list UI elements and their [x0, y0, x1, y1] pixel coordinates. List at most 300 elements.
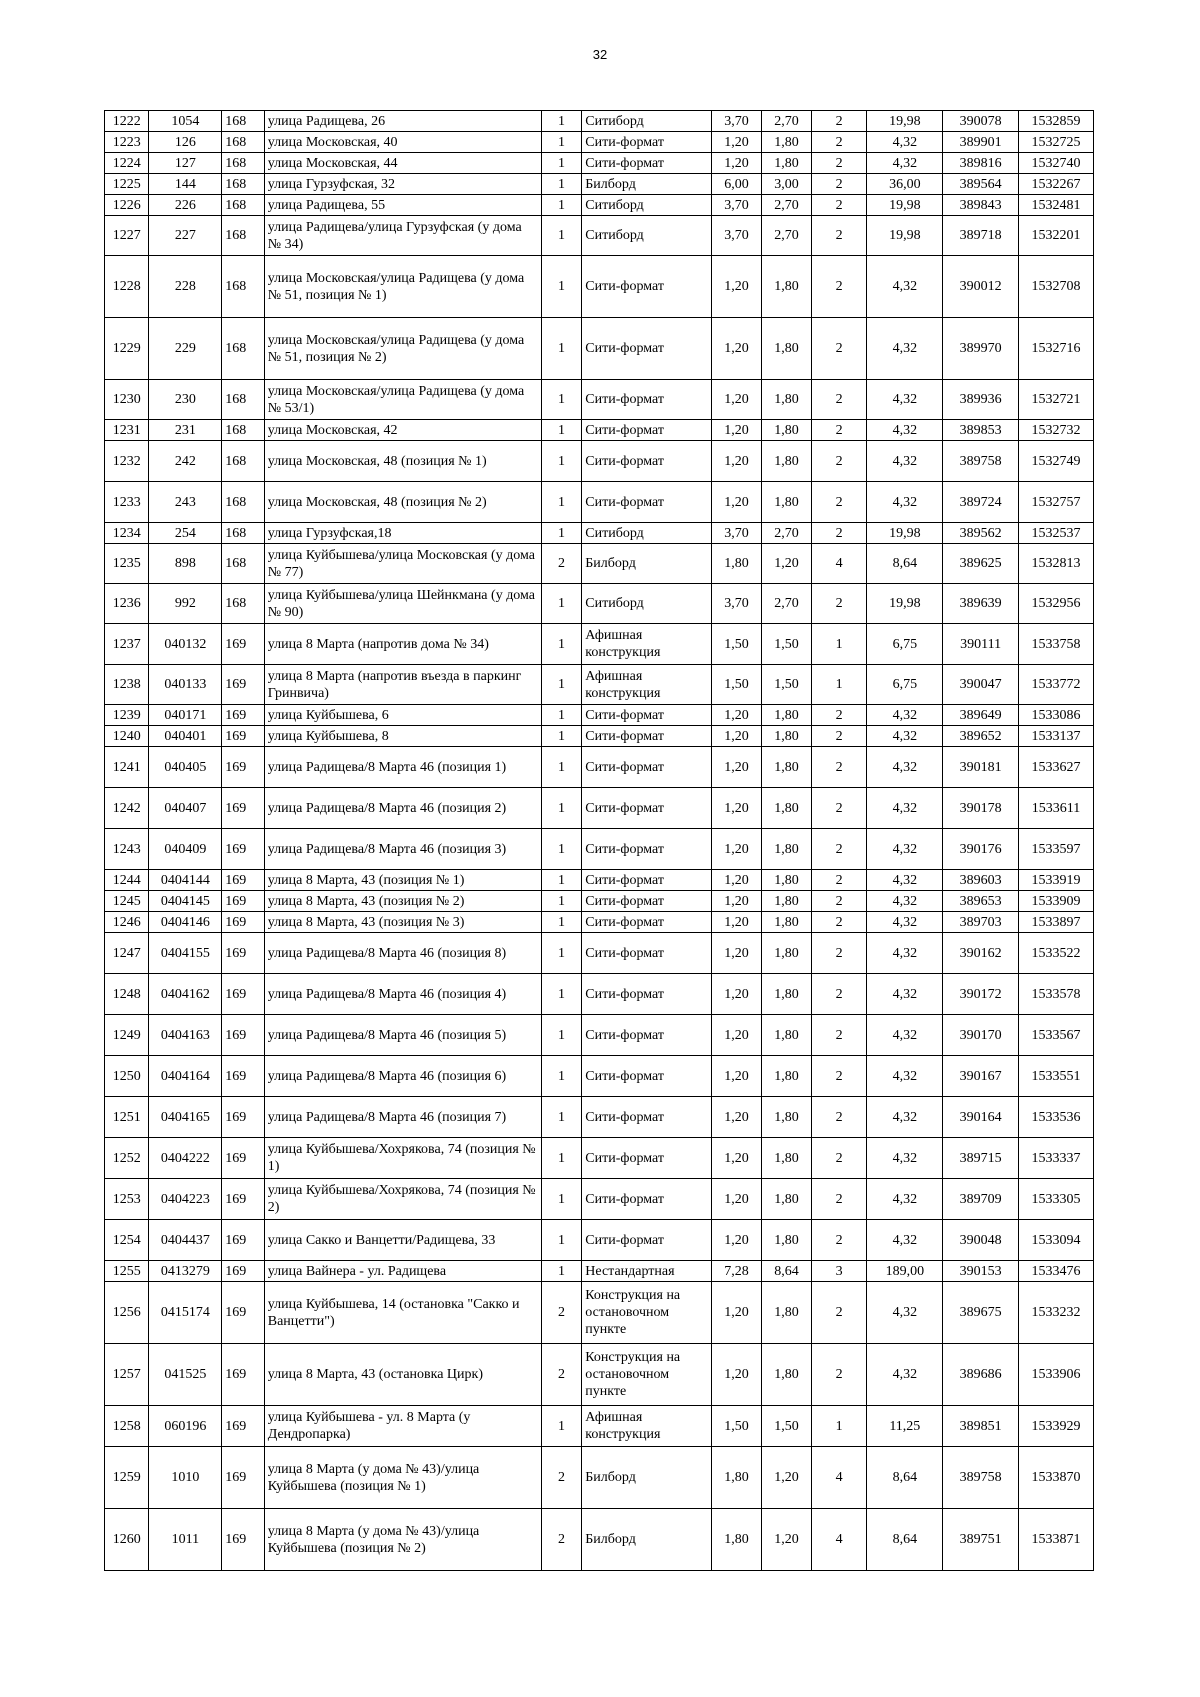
cell-width: 3,70: [711, 584, 762, 624]
cell-coord-x: 390162: [943, 933, 1019, 974]
cell-coord-x: 389718: [943, 216, 1019, 256]
cell-coord-x: 390172: [943, 974, 1019, 1015]
cell-coord-x: 390012: [943, 256, 1019, 318]
cell-coord-y: 1533476: [1019, 1261, 1094, 1282]
table-row: [105, 1138, 1094, 1179]
cell-sides: 1: [541, 1138, 581, 1179]
cell-height: 8,64: [762, 1261, 812, 1282]
cell-faces: 2: [811, 974, 867, 1015]
cell-faces: 2: [811, 1138, 867, 1179]
cell-address: улица 8 Марта (напротив въезда в паркинг Гринвича): [264, 665, 541, 705]
cell-coord-x: 390181: [943, 747, 1019, 788]
cell-sides: 1: [541, 132, 581, 153]
cell-faces: 2: [811, 829, 867, 870]
cell-width: 1,20: [711, 705, 762, 726]
cell-faces: 2: [811, 216, 867, 256]
cell-address: улица Радищева, 55: [264, 195, 541, 216]
table-row: [105, 974, 1094, 1015]
cell-type: Билборд: [582, 1509, 711, 1571]
cell-row-number: 1235: [105, 544, 149, 584]
cell-coord-x: 390170: [943, 1015, 1019, 1056]
cell-type: Сити-формат: [582, 1179, 711, 1220]
cell-faces: 2: [811, 726, 867, 747]
cell-width: 1,20: [711, 870, 762, 891]
cell-width: 1,50: [711, 1406, 762, 1447]
cell-sides: 1: [541, 111, 581, 132]
table-row: [105, 195, 1094, 216]
cell-structure-id: 040407: [149, 788, 222, 829]
cell-address: улица Московская/улица Радищева (у дома № 51, позиция № 1): [264, 256, 541, 318]
table-row: [105, 1447, 1094, 1509]
cell-width: 1,80: [711, 1509, 762, 1571]
cell-width: 1,20: [711, 256, 762, 318]
cell-structure-id: 040132: [149, 624, 222, 665]
cell-faces: 2: [811, 1056, 867, 1097]
cell-row-number: 1251: [105, 1097, 149, 1138]
cell-width: 1,20: [711, 1097, 762, 1138]
cell-faces: 2: [811, 380, 867, 420]
cell-type: Сити-формат: [582, 1138, 711, 1179]
cell-row-number: 1244: [105, 870, 149, 891]
cell-height: 1,80: [762, 933, 812, 974]
cell-row-number: 1241: [105, 747, 149, 788]
cell-coord-y: 1532481: [1019, 195, 1094, 216]
cell-sides: 2: [541, 544, 581, 584]
cell-coord-y: 1532749: [1019, 441, 1094, 482]
cell-faces: 2: [811, 584, 867, 624]
cell-width: 1,20: [711, 153, 762, 174]
cell-width: 7,28: [711, 1261, 762, 1282]
cell-coord-x: 389564: [943, 174, 1019, 195]
cell-zone: 169: [222, 829, 264, 870]
cell-type: Билборд: [582, 1447, 711, 1509]
cell-coord-x: 389724: [943, 482, 1019, 523]
cell-structure-id: 144: [149, 174, 222, 195]
cell-structure-id: 227: [149, 216, 222, 256]
cell-address: улица Радищева/8 Марта 46 (позиция 8): [264, 933, 541, 974]
cell-coord-x: 389751: [943, 1509, 1019, 1571]
cell-zone: 168: [222, 584, 264, 624]
cell-address: улица Куйбышева/Хохрякова, 74 (позиция № 1): [264, 1138, 541, 1179]
cell-zone: 169: [222, 747, 264, 788]
cell-address: улица 8 Марта (у дома № 43)/улица Куйбышева (позиция № 2): [264, 1509, 541, 1571]
cell-area: 4,32: [867, 1282, 943, 1344]
cell-area: 11,25: [867, 1406, 943, 1447]
cell-coord-y: 1533597: [1019, 829, 1094, 870]
cell-address: улица Московская, 48 (позиция № 2): [264, 482, 541, 523]
cell-type: Конструкция на остановочном пункте: [582, 1282, 711, 1344]
cell-address: улица Московская, 48 (позиция № 1): [264, 441, 541, 482]
cell-faces: 2: [811, 1179, 867, 1220]
cell-zone: 169: [222, 788, 264, 829]
cell-area: 4,32: [867, 1344, 943, 1406]
cell-zone: 169: [222, 1056, 264, 1097]
cell-area: 4,32: [867, 1056, 943, 1097]
cell-sides: 1: [541, 1261, 581, 1282]
cell-sides: 1: [541, 153, 581, 174]
cell-coord-x: 389853: [943, 420, 1019, 441]
cell-zone: 168: [222, 132, 264, 153]
cell-row-number: 1243: [105, 829, 149, 870]
cell-address: улица Гурзуфская,18: [264, 523, 541, 544]
cell-address: улица Куйбышева, 6: [264, 705, 541, 726]
cell-type: Афишная конструкция: [582, 624, 711, 665]
cell-faces: 2: [811, 195, 867, 216]
cell-type: Сити-формат: [582, 726, 711, 747]
cell-area: 4,32: [867, 726, 943, 747]
cell-coord-y: 1532721: [1019, 380, 1094, 420]
cell-coord-y: 1532740: [1019, 153, 1094, 174]
cell-coord-y: 1533929: [1019, 1406, 1094, 1447]
cell-height: 1,50: [762, 665, 812, 705]
cell-coord-x: 389816: [943, 153, 1019, 174]
cell-area: 4,32: [867, 1015, 943, 1056]
cell-zone: 168: [222, 111, 264, 132]
cell-sides: 1: [541, 747, 581, 788]
cell-area: 4,32: [867, 1179, 943, 1220]
cell-sides: 1: [541, 1406, 581, 1447]
cell-width: 1,20: [711, 1220, 762, 1261]
cell-sides: 1: [541, 829, 581, 870]
cell-structure-id: 254: [149, 523, 222, 544]
table-body: [105, 111, 1094, 1571]
cell-row-number: 1258: [105, 1406, 149, 1447]
cell-width: 1,20: [711, 441, 762, 482]
cell-width: 1,20: [711, 1179, 762, 1220]
cell-height: 1,80: [762, 420, 812, 441]
table-row: [105, 256, 1094, 318]
cell-structure-id: 0404145: [149, 891, 222, 912]
cell-structure-id: 0404164: [149, 1056, 222, 1097]
cell-sides: 1: [541, 441, 581, 482]
cell-width: 1,20: [711, 747, 762, 788]
cell-height: 1,20: [762, 544, 812, 584]
cell-zone: 169: [222, 1138, 264, 1179]
cell-sides: 1: [541, 1179, 581, 1220]
cell-coord-y: 1533627: [1019, 747, 1094, 788]
cell-zone: 168: [222, 256, 264, 318]
cell-sides: 1: [541, 665, 581, 705]
table-row: [105, 788, 1094, 829]
cell-address: улица Радищева, 26: [264, 111, 541, 132]
cell-row-number: 1256: [105, 1282, 149, 1344]
cell-sides: 1: [541, 912, 581, 933]
cell-area: 8,64: [867, 1509, 943, 1571]
cell-row-number: 1227: [105, 216, 149, 256]
cell-faces: 2: [811, 111, 867, 132]
cell-coord-x: 389625: [943, 544, 1019, 584]
cell-zone: 169: [222, 726, 264, 747]
cell-height: 1,80: [762, 1056, 812, 1097]
cell-area: 4,32: [867, 829, 943, 870]
table-row: [105, 318, 1094, 380]
cell-address: улица Московская, 42: [264, 420, 541, 441]
cell-coord-x: 389709: [943, 1179, 1019, 1220]
cell-coord-y: 1533578: [1019, 974, 1094, 1015]
cell-height: 1,80: [762, 1097, 812, 1138]
cell-width: 1,20: [711, 420, 762, 441]
cell-sides: 1: [541, 870, 581, 891]
cell-sides: 2: [541, 1447, 581, 1509]
cell-faces: 2: [811, 318, 867, 380]
cell-coord-y: 1533086: [1019, 705, 1094, 726]
cell-structure-id: 0404155: [149, 933, 222, 974]
cell-row-number: 1224: [105, 153, 149, 174]
cell-zone: 169: [222, 1282, 264, 1344]
cell-structure-id: 0404165: [149, 1097, 222, 1138]
cell-type: Сити-формат: [582, 380, 711, 420]
cell-row-number: 1246: [105, 912, 149, 933]
cell-address: улица Радищева/8 Марта 46 (позиция 4): [264, 974, 541, 1015]
cell-zone: 168: [222, 441, 264, 482]
cell-structure-id: 992: [149, 584, 222, 624]
cell-faces: 2: [811, 1015, 867, 1056]
cell-coord-x: 389562: [943, 523, 1019, 544]
table-row: [105, 624, 1094, 665]
cell-area: 4,32: [867, 153, 943, 174]
cell-width: 1,20: [711, 318, 762, 380]
cell-address: улица Гурзуфская, 32: [264, 174, 541, 195]
cell-zone: 168: [222, 153, 264, 174]
cell-area: 4,32: [867, 974, 943, 1015]
cell-height: 2,70: [762, 216, 812, 256]
cell-sides: 1: [541, 891, 581, 912]
cell-coord-y: 1532732: [1019, 420, 1094, 441]
cell-address: улица 8 Марта (у дома № 43)/улица Куйбышева (позиция № 1): [264, 1447, 541, 1509]
cell-row-number: 1237: [105, 624, 149, 665]
cell-height: 2,70: [762, 195, 812, 216]
cell-type: Сити-формат: [582, 891, 711, 912]
cell-coord-x: 389603: [943, 870, 1019, 891]
cell-faces: 2: [811, 891, 867, 912]
cell-area: 19,98: [867, 523, 943, 544]
cell-type: Сити-формат: [582, 420, 711, 441]
cell-faces: 2: [811, 1344, 867, 1406]
cell-zone: 168: [222, 216, 264, 256]
cell-sides: 1: [541, 174, 581, 195]
cell-width: 3,70: [711, 216, 762, 256]
cell-width: 1,20: [711, 1344, 762, 1406]
cell-zone: 169: [222, 870, 264, 891]
cell-area: 19,98: [867, 111, 943, 132]
cell-zone: 169: [222, 1406, 264, 1447]
table-row: [105, 380, 1094, 420]
cell-height: 1,80: [762, 829, 812, 870]
cell-type: Сити-формат: [582, 1220, 711, 1261]
cell-coord-x: 389758: [943, 1447, 1019, 1509]
cell-row-number: 1238: [105, 665, 149, 705]
table-row: [105, 584, 1094, 624]
cell-faces: 2: [811, 174, 867, 195]
cell-type: Сити-формат: [582, 974, 711, 1015]
cell-coord-y: 1533232: [1019, 1282, 1094, 1344]
cell-coord-y: 1533094: [1019, 1220, 1094, 1261]
cell-zone: 168: [222, 420, 264, 441]
cell-width: 3,70: [711, 195, 762, 216]
cell-coord-y: 1532725: [1019, 132, 1094, 153]
cell-height: 2,70: [762, 111, 812, 132]
cell-sides: 1: [541, 1097, 581, 1138]
cell-area: 8,64: [867, 544, 943, 584]
cell-zone: 169: [222, 891, 264, 912]
cell-faces: 2: [811, 132, 867, 153]
cell-zone: 168: [222, 318, 264, 380]
cell-faces: 1: [811, 624, 867, 665]
cell-height: 1,80: [762, 1220, 812, 1261]
cell-structure-id: 0404223: [149, 1179, 222, 1220]
cell-type: Афишная конструкция: [582, 665, 711, 705]
cell-structure-id: 1011: [149, 1509, 222, 1571]
cell-sides: 1: [541, 256, 581, 318]
cell-sides: 1: [541, 420, 581, 441]
cell-row-number: 1247: [105, 933, 149, 974]
cell-row-number: 1252: [105, 1138, 149, 1179]
cell-height: 1,80: [762, 132, 812, 153]
cell-coord-y: 1533772: [1019, 665, 1094, 705]
cell-row-number: 1242: [105, 788, 149, 829]
table-row: [105, 870, 1094, 891]
cell-structure-id: 0413279: [149, 1261, 222, 1282]
cell-coord-x: 389901: [943, 132, 1019, 153]
cell-coord-x: 389653: [943, 891, 1019, 912]
cell-height: 1,80: [762, 788, 812, 829]
cell-zone: 169: [222, 1097, 264, 1138]
cell-area: 4,32: [867, 788, 943, 829]
cell-address: улица Куйбышева/улица Шейнкмана (у дома № 90): [264, 584, 541, 624]
cell-height: 1,80: [762, 1344, 812, 1406]
cell-structure-id: 0404162: [149, 974, 222, 1015]
cell-coord-x: 390167: [943, 1056, 1019, 1097]
cell-address: улица Радищева/8 Марта 46 (позиция 1): [264, 747, 541, 788]
cell-zone: 169: [222, 1015, 264, 1056]
cell-zone: 168: [222, 380, 264, 420]
cell-coord-y: 1532201: [1019, 216, 1094, 256]
cell-area: 36,00: [867, 174, 943, 195]
table-row: [105, 1015, 1094, 1056]
cell-faces: 2: [811, 1282, 867, 1344]
cell-area: 4,32: [867, 380, 943, 420]
cell-height: 1,20: [762, 1509, 812, 1571]
table-row: [105, 111, 1094, 132]
table-row: [105, 665, 1094, 705]
cell-coord-x: 389686: [943, 1344, 1019, 1406]
cell-zone: 169: [222, 1344, 264, 1406]
cell-zone: 169: [222, 974, 264, 1015]
cell-zone: 169: [222, 933, 264, 974]
cell-structure-id: 242: [149, 441, 222, 482]
table-row: [105, 420, 1094, 441]
table-row: [105, 1056, 1094, 1097]
cell-width: 3,70: [711, 523, 762, 544]
cell-address: улица Радищева/8 Марта 46 (позиция 5): [264, 1015, 541, 1056]
cell-row-number: 1257: [105, 1344, 149, 1406]
cell-type: Сити-формат: [582, 441, 711, 482]
cell-coord-y: 1532716: [1019, 318, 1094, 380]
cell-width: 1,20: [711, 933, 762, 974]
cell-address: улица 8 Марта, 43 (позиция № 3): [264, 912, 541, 933]
cell-width: 1,20: [711, 482, 762, 523]
cell-width: 1,80: [711, 1447, 762, 1509]
cell-coord-y: 1533897: [1019, 912, 1094, 933]
cell-height: 1,80: [762, 726, 812, 747]
cell-sides: 2: [541, 1509, 581, 1571]
cell-height: 1,80: [762, 870, 812, 891]
cell-address: улица Радищева/8 Марта 46 (позиция 3): [264, 829, 541, 870]
cell-zone: 169: [222, 1261, 264, 1282]
cell-row-number: 1233: [105, 482, 149, 523]
cell-type: Сити-формат: [582, 1015, 711, 1056]
cell-row-number: 1230: [105, 380, 149, 420]
table-row: [105, 132, 1094, 153]
cell-height: 1,80: [762, 441, 812, 482]
cell-width: 1,20: [711, 1138, 762, 1179]
cell-coord-y: 1532956: [1019, 584, 1094, 624]
cell-zone: 168: [222, 523, 264, 544]
cell-type: Ситиборд: [582, 216, 711, 256]
cell-width: 1,20: [711, 132, 762, 153]
cell-type: Сити-формат: [582, 1097, 711, 1138]
table-row: [105, 726, 1094, 747]
cell-coord-x: 389936: [943, 380, 1019, 420]
cell-address: улица 8 Марта (напротив дома № 34): [264, 624, 541, 665]
cell-height: 1,80: [762, 318, 812, 380]
cell-coord-x: 390153: [943, 1261, 1019, 1282]
cell-sides: 1: [541, 584, 581, 624]
cell-address: улица 8 Марта, 43 (остановка Цирк): [264, 1344, 541, 1406]
cell-coord-y: 1532813: [1019, 544, 1094, 584]
cell-area: 4,32: [867, 256, 943, 318]
cell-structure-id: 040405: [149, 747, 222, 788]
cell-structure-id: 0404144: [149, 870, 222, 891]
cell-sides: 1: [541, 726, 581, 747]
cell-zone: 169: [222, 1509, 264, 1571]
cell-zone: 169: [222, 624, 264, 665]
cell-coord-x: 390047: [943, 665, 1019, 705]
cell-sides: 1: [541, 624, 581, 665]
cell-row-number: 1232: [105, 441, 149, 482]
cell-height: 1,50: [762, 1406, 812, 1447]
cell-structure-id: 040171: [149, 705, 222, 726]
cell-sides: 1: [541, 216, 581, 256]
advertising-structures-table: [104, 110, 1094, 1571]
cell-structure-id: 041525: [149, 1344, 222, 1406]
cell-area: 4,32: [867, 747, 943, 788]
cell-sides: 1: [541, 1015, 581, 1056]
cell-faces: 2: [811, 870, 867, 891]
cell-sides: 1: [541, 788, 581, 829]
cell-coord-y: 1532708: [1019, 256, 1094, 318]
table-row: [105, 933, 1094, 974]
table-row: [105, 153, 1094, 174]
cell-type: Ситиборд: [582, 523, 711, 544]
cell-area: 8,64: [867, 1447, 943, 1509]
cell-structure-id: 230: [149, 380, 222, 420]
cell-structure-id: 1054: [149, 111, 222, 132]
cell-faces: 3: [811, 1261, 867, 1282]
cell-width: 3,70: [711, 111, 762, 132]
cell-width: 1,20: [711, 891, 762, 912]
cell-type: Афишная конструкция: [582, 1406, 711, 1447]
cell-address: улица Куйбышева, 8: [264, 726, 541, 747]
cell-zone: 168: [222, 482, 264, 523]
cell-row-number: 1239: [105, 705, 149, 726]
cell-sides: 1: [541, 705, 581, 726]
table-row: [105, 829, 1094, 870]
cell-area: 4,32: [867, 1138, 943, 1179]
cell-coord-x: 389703: [943, 912, 1019, 933]
table-row: [105, 441, 1094, 482]
cell-faces: 2: [811, 420, 867, 441]
